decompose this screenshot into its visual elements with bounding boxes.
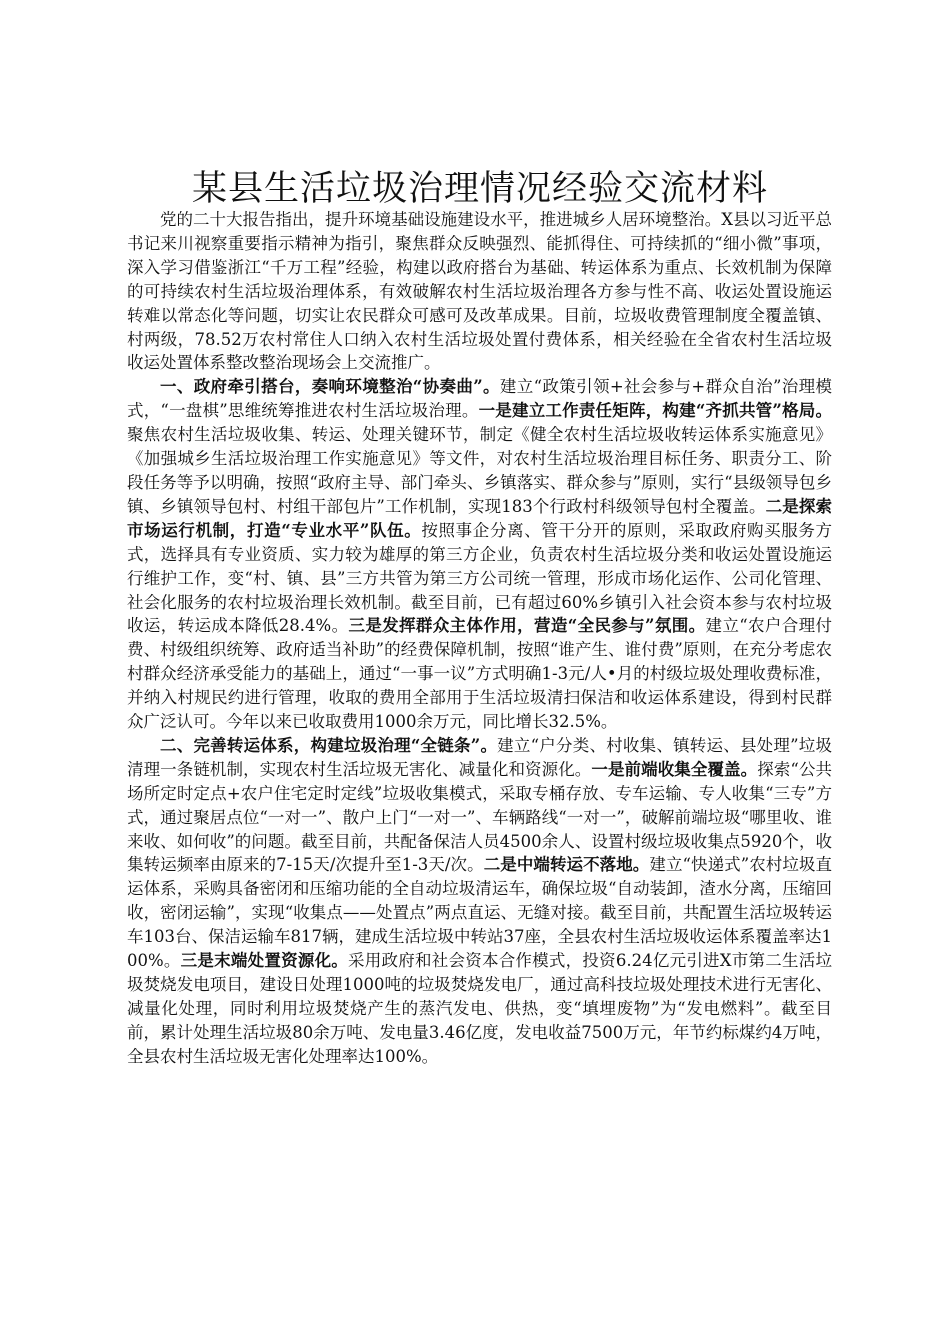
section-2-point-3-heading: 三是末端处置资源化。	[180, 951, 349, 971]
intro-paragraph: 党的二十大报告指出，提升环境基础设施建设水平，推进城乡人居环境整治。X县以习近平总书记来川视察重要指示精神为指引，聚焦群众反映强烈、能抓得住、可持续抓的“细小微”事项，深入学习借鉴浙江“千万工程”经验，构建以政府搭台为基础、转运体系为重点、长效机制为保障的可持续农村生活垃圾治理体系，有效破解农村生活垃圾治理各方参与性不高、收运处置设施运转难以常态化等问题，切实让农民群众可感可及改革成果。目前，垃圾收费管理制度全覆盖镇、村两级，78.52万农村常住人口纳入农村生活垃圾处置付费体系，相关经验在全省农村生活垃圾收运处置体系整改整治现场会上交流推广。	[127, 210, 832, 373]
section-2-text: 建立“户分类、村收集、镇转运、县处理”垃圾清理一条链机制，实现农村生活垃圾无害化、减量化和资源化。	[127, 735, 833, 779]
section-1-point-1-heading: 一是建立工作责任矩阵，构建“齐抓共管”格局。	[478, 401, 833, 421]
section-2-point-1-heading: 一是前端收集全覆盖。	[591, 759, 758, 779]
section-2-heading: 二、完善转运体系，构建垃圾治理“全链条”。	[160, 735, 498, 755]
section-1-text: 建立“政策引领+社会参与+群众自治”治理模式，“一盘棋”思维统筹推进农村生活垃圾治理。	[127, 377, 832, 421]
section-1-point-2-heading: 二是探索市场运行机制，打造“专业水平”队伍。	[127, 496, 832, 540]
section-2-point-2-text: 建立“快递式”农村垃圾直运体系，采购具备密闭和压缩功能的全自动垃圾清运车，确保垃圾“自动装卸，渣水分离，压缩回收，密闭运输”，实现“收集点——处置点”两点直运、无缝对接。截至目前，共配置生活垃圾转运车103台、保洁运输车817辆，建成生活垃圾中转站37座，全县农村生活垃圾收运体系覆盖率达100%。	[127, 855, 832, 971]
section-1-paragraph	[127, 375, 832, 734]
section-1-point-3-text: 建立“农户合理付费、村级组织统筹、政府适当补助”的经费保障机制，按照“谁产生、谁付费”原则，在充分考虑农村群众经济承受能力的基础上，通过“一事一议”方式明确1-3元/人•月的村级垃圾处理收费标准，并纳入村规民约进行管理，收取的费用全部用于生活垃圾清扫保洁和收运体系建设，得到村民群众广泛认可。今年以来已收取费用1000余万元，同比增长32.5%。	[127, 616, 833, 732]
section-1-point-3-heading: 三是发挥群众主体作用，营造“全民参与”氛围。	[348, 616, 706, 636]
document-title: 某县生活垃圾治理情况经验交流材料	[191, 169, 768, 209]
section-2-paragraph	[127, 734, 832, 1069]
section-1-heading: 一、政府牵引搭台，奏响环境整治“协奏曲”。	[160, 377, 500, 397]
section-1-point-1-text: 聚焦农村生活垃圾收集、转运、处理关键环节，制定《健全农村生活垃圾收转运体系实施意见》《加强城乡生活垃圾治理工作实施意见》等文件，对农村生活垃圾治理目标任务、职责分工、阶段任务等予以明确，按照“政府主导、部门牵头、乡镇落实、群众参与”原则，实行“县级领导包乡镇、乡镇领导包村、村组干部包片”工作机制，实现183个行政村科级领导包村全覆盖。	[127, 425, 832, 516]
section-2-point-2-heading: 二是中端转运不落地。	[483, 855, 650, 875]
document-body	[127, 208, 832, 1069]
section-1-point-2-text: 按照事企分离、管干分开的原则，采取政府购买服务方式，选择具有专业资质、实力较为雄厚的第三方企业，负责农村生活垃圾分类和收运处置设施运行维护工作，变“村、镇、县”三方共管为第三方公司统一管理，形成市场化运作、公司化管理、社会化服务的农村垃圾治理长效机制。截至目前，已有超过60%乡镇引入社会资本参与农村垃圾收运，转运成本降低28.4%。	[127, 520, 833, 636]
section-2-point-3-text: 采用政府和社会资本合作模式，投资6.24亿元引进X市第二生活垃圾焚烧发电项目，建设日处理1000吨的垃圾焚烧发电厂，通过高科技垃圾处理技术进行无害化、减量化处理，同时利用垃圾焚烧产生的蒸汽发电、供热，变“填埋废物”为“发电燃料”。截至目前，累计处理生活垃圾80余万吨、发电量3.46亿度，发电收益7500万元，年节约标煤约4万吨，全县农村生活垃圾无害化处理率达100%。	[127, 951, 832, 1066]
section-2-point-1-text: 探索“公共场所定时定点+农户住宅定时定线”垃圾收集模式，采取专桶存放、专车运输、专人收集“三专”方式，通过聚居点位“一对一”、散户上门“一对一”、车辆路线“一对一”，破解前端垃圾“哪里收、谁来收、如何收”的问题。截至目前，共配备保洁人员4500余人、设置村级垃圾收集点5920个，收集转运频率由原来的7-15天/次提升至1-3天/次。	[127, 759, 833, 875]
